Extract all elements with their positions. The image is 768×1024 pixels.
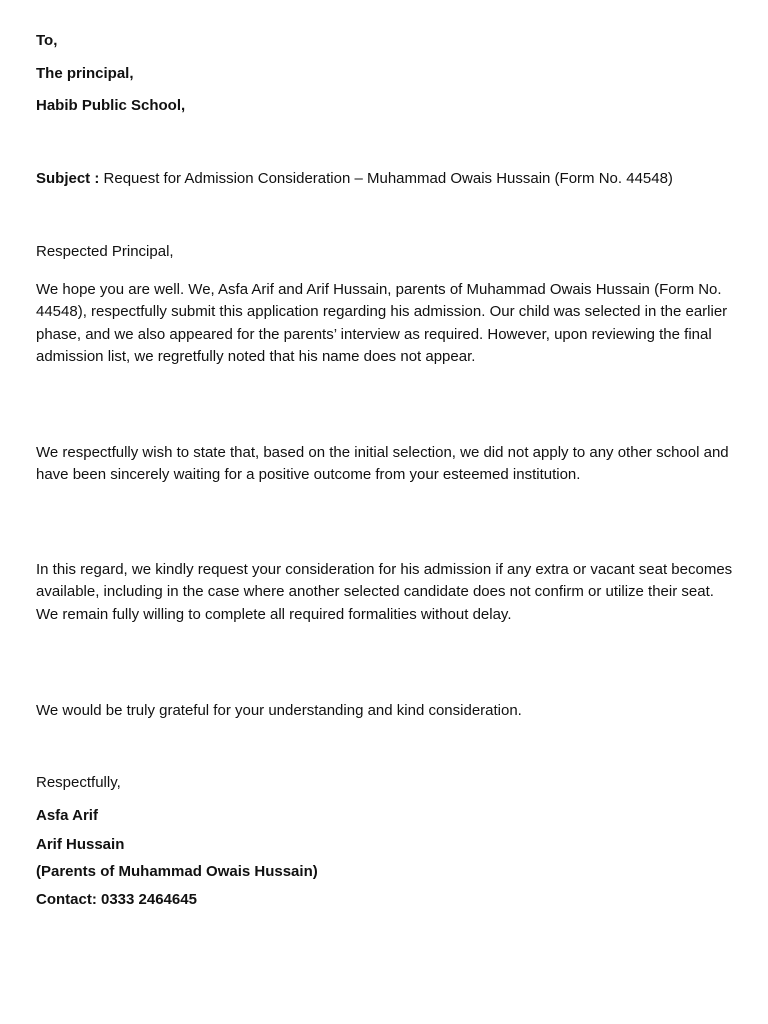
salutation: Respected Principal, bbox=[36, 243, 174, 260]
body-paragraph-1: We hope you are well. We, Asfa Arif and Arif Hussain, parents of Muhammad Owais Hussain (Form No. 44548), respectfully submit this application regarding his admission. Our child was selected in the earlier phase, and we also appeared for the parents’ interview as required. However, upon reviewing the final admission list, we regretfully noted that his name does not appear. bbox=[36, 281, 728, 365]
body-paragraph-2: We respectfully wish to state that, based on the initial selection, we did not apply to any other school and have been sincerely waiting for a positive outcome from your esteemed institution. bbox=[36, 444, 729, 484]
subject-label: Subject : bbox=[36, 170, 100, 187]
signer-asfa: Asfa Arif bbox=[36, 807, 98, 824]
signer-relation: (Parents of Muhammad Owais Hussain) bbox=[36, 863, 318, 880]
address-school: Habib Public School, bbox=[36, 97, 186, 114]
address-to: To, bbox=[36, 32, 58, 49]
subject-line bbox=[36, 170, 673, 187]
valediction: Respectfully, bbox=[36, 774, 121, 791]
body-paragraph-3: In this regard, we kindly request your consideration for his admission if any extra or vacant seat becomes available, including in the case where another selected candidate does not confirm or utilize their seat. We remain fully willing to complete all required formalities without delay. bbox=[36, 561, 733, 623]
contact-number: Contact: 0333 2464645 bbox=[36, 891, 197, 908]
address-recipient: The principal, bbox=[36, 65, 134, 82]
subject-text: Request for Admission Consideration – Muhammad Owais Hussain (Form No. 44548) bbox=[103, 170, 673, 187]
signer-arif: Arif Hussain bbox=[36, 836, 125, 853]
body-paragraph-4: We would be truly grateful for your understanding and kind consideration. bbox=[36, 702, 522, 719]
